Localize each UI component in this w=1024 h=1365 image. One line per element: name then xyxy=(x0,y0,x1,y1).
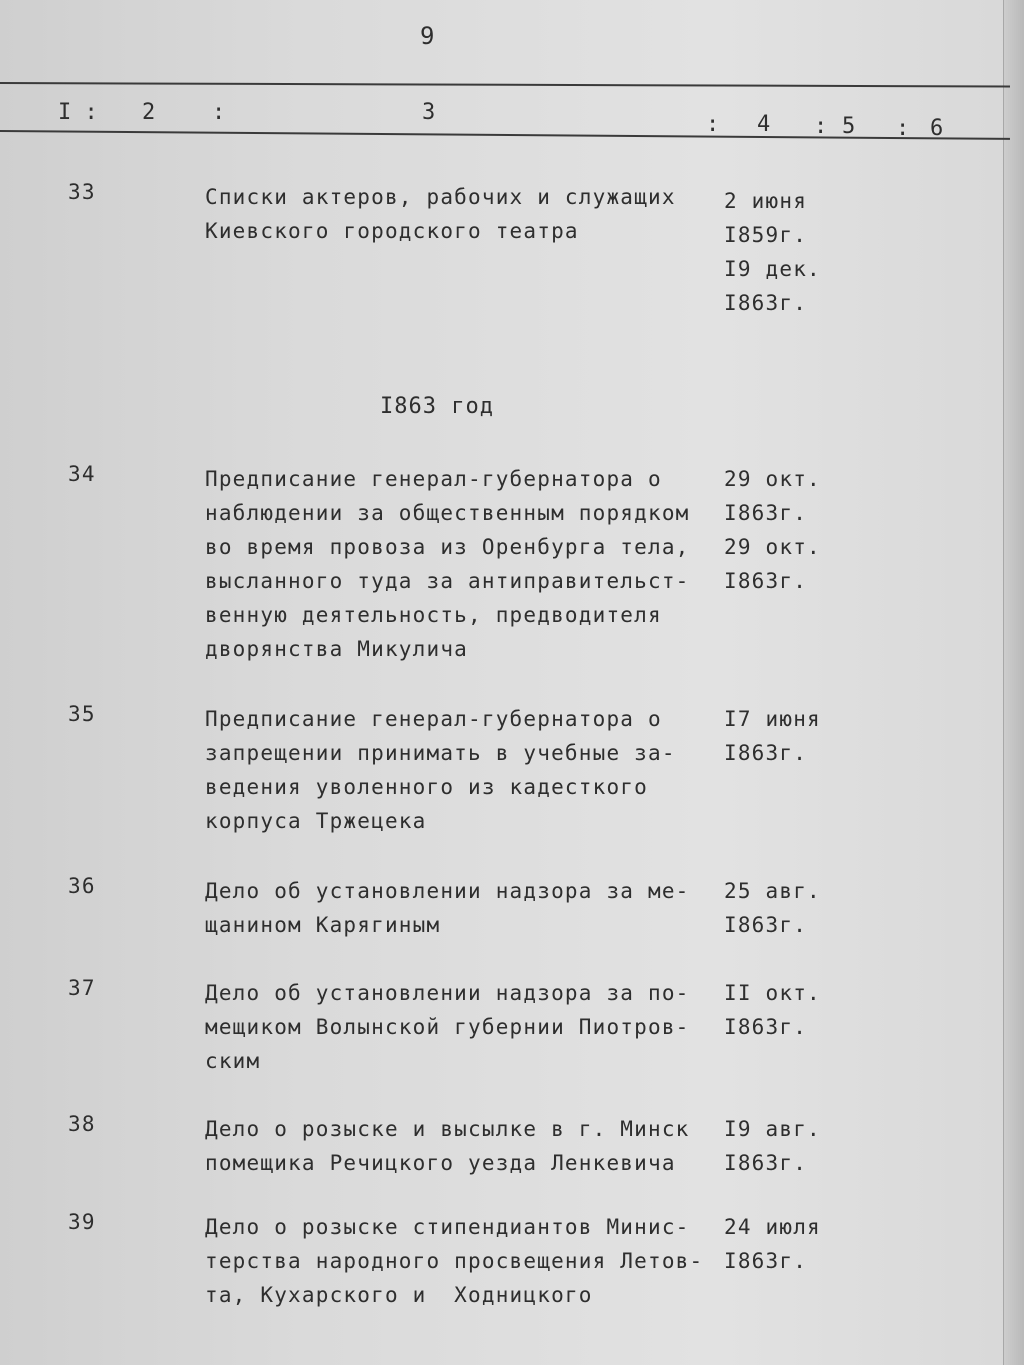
header-bottom-rule xyxy=(0,130,1010,140)
column-separator: : xyxy=(896,116,910,141)
entry-dates: I9 авг. I863г. xyxy=(724,1117,821,1175)
column-header-1: I : xyxy=(58,100,98,125)
entry-dates: I7 июня I863г. xyxy=(724,707,821,765)
year-heading: I863 год xyxy=(380,394,494,419)
column-header-6: 6 xyxy=(930,116,944,141)
entry-description: Дело об установлении надзора за по- мещиком Волынской губернии Пиотров- ским xyxy=(205,981,690,1073)
entry-description: Предписание генерал-губернатора о наблюдении за общественным порядком во время провоза из Оренбурга тела, высланного туда за антиправительст- венную деятельность, предводителя дворянства Микулича xyxy=(205,467,690,661)
column-separator: : xyxy=(706,112,720,137)
entry-number: 35 xyxy=(68,702,96,726)
entry-description: Дело об установлении надзора за ме- щанином Карягиным xyxy=(205,879,690,937)
entry-dates: 2 июня I859г. I9 дек. I863г. xyxy=(724,189,821,315)
entry-number: 37 xyxy=(68,976,96,1000)
page-number: 9 xyxy=(420,22,435,50)
entry-description: Предписание генерал-губернатора о запрещении принимать в учебные за- ведения уволенного из кадесткого корпуса Тржецека xyxy=(205,707,676,833)
column-header-5: 5 xyxy=(842,114,856,139)
column-separator: : xyxy=(814,114,828,139)
entry-number: 33 xyxy=(68,180,96,204)
column-header-2: 2 xyxy=(142,100,156,125)
column-header-3: 3 xyxy=(422,100,436,125)
entry-dates: 24 июля I863г. xyxy=(724,1215,821,1273)
entry-dates: II окт. I863г. xyxy=(724,981,821,1039)
header-top-rule xyxy=(0,82,1010,88)
entry-number: 36 xyxy=(68,874,96,898)
entry-description: Дело о розыске и высылке в г. Минск помещика Речицкого уезда Ленкевича xyxy=(205,1117,690,1175)
entry-number: 39 xyxy=(68,1210,96,1234)
entry-dates: 25 авг. I863г. xyxy=(724,879,821,937)
entry-number: 34 xyxy=(68,462,96,486)
column-header-4: 4 xyxy=(757,112,771,137)
entry-description: Дело о розыске стипендиантов Минис- терства народного просвещения Летов- та, Кухарского и Ходницкого xyxy=(205,1215,704,1307)
entry-number: 38 xyxy=(68,1112,96,1136)
entry-dates: 29 окт. I863г. 29 окт. I863г. xyxy=(724,467,821,593)
entry-description: Списки актеров, рабочих и служащих Киевского городского театра xyxy=(205,185,676,243)
page-edge xyxy=(1003,0,1024,1365)
column-separator: : xyxy=(212,100,226,125)
